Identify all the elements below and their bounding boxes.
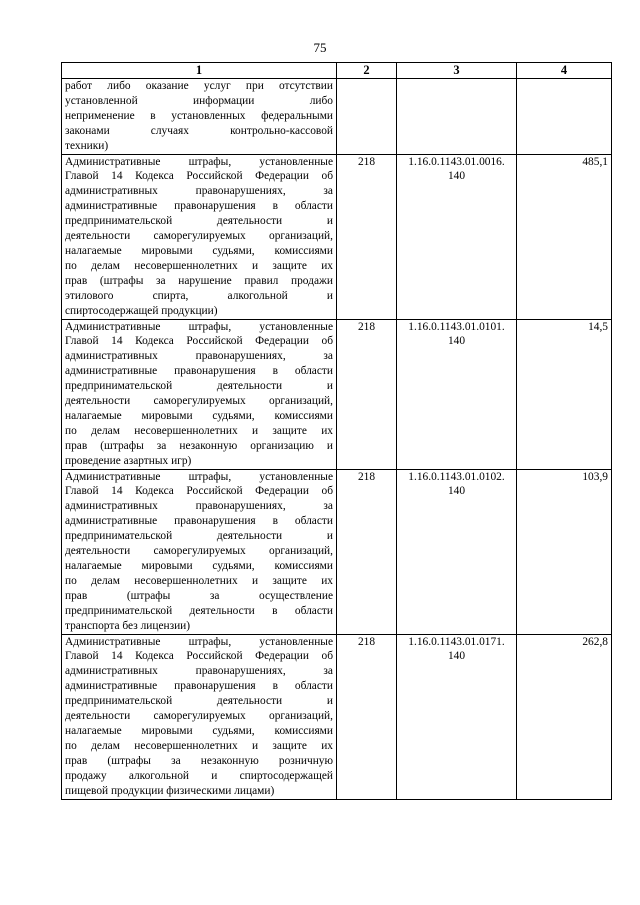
description-line: спиртосодержащей продукции) xyxy=(65,304,218,317)
row-amount: 14,5 xyxy=(517,319,612,469)
description-line: административных правонарушениях, за xyxy=(65,665,333,678)
row-amount: 103,9 xyxy=(517,469,612,634)
description-line: Главой 14 Кодекса Российской Федерации об xyxy=(65,170,333,183)
description-line: Административные штрафы, установленные xyxy=(65,470,333,483)
row-chapter-code: 218 xyxy=(337,469,397,634)
description-line: Главой 14 Кодекса Российской Федерации об xyxy=(65,650,333,663)
row-chapter-code: 218 xyxy=(337,154,397,319)
row-chapter-code xyxy=(337,79,397,155)
row-amount xyxy=(517,79,612,155)
column-header-4: 4 xyxy=(517,63,612,79)
column-header-3: 3 xyxy=(397,63,517,79)
description-line: административные правонарушения в области xyxy=(65,365,333,378)
page-number: 75 xyxy=(313,40,327,55)
description-line: предпринимательской деятельности и xyxy=(65,530,333,543)
description-line: административных правонарушениях, за xyxy=(65,185,333,198)
row-description xyxy=(62,154,337,319)
description-line: этилового спирта, алкогольной и xyxy=(65,289,333,302)
description-line: по делам несовершеннолетних и защите их xyxy=(65,259,333,272)
description-line: предпринимательской деятельности и xyxy=(65,695,333,708)
description-line: прав (штрафы за незаконную организацию и xyxy=(65,439,333,452)
description-line: работ либо оказание услуг при отсутствии xyxy=(65,80,333,92)
budget-table xyxy=(61,62,612,800)
code-line: 1.16.0.1143.01.0102. xyxy=(408,470,505,483)
description-line: налагаемые мировыми судьями, комиссиями xyxy=(65,244,333,257)
description-line: по делам несовершеннолетних и защите их xyxy=(65,739,333,752)
description-line: по делам несовершеннолетних и защите их xyxy=(65,424,333,437)
row-classification-code xyxy=(397,154,517,319)
description-line: административные правонарушения в области xyxy=(65,515,333,528)
row-amount: 485,1 xyxy=(517,154,612,319)
row-amount: 262,8 xyxy=(517,634,612,799)
description-line: предпринимательской деятельности и xyxy=(65,380,333,393)
description-line: по делам несовершеннолетних и защите их xyxy=(65,574,333,587)
table-row xyxy=(62,79,612,155)
description-line: административные правонарушения в области xyxy=(65,680,333,693)
description-line: прав (штрафы за осуществление xyxy=(65,589,333,602)
description-line: предпринимательской деятельности в области xyxy=(65,604,333,617)
description-line: проведение азартных игр) xyxy=(65,454,192,467)
description-line: административные правонарушения в области xyxy=(65,200,333,213)
description-line: законами случаях контрольно-кассовой xyxy=(65,124,333,137)
description-line: налагаемые мировыми судьями, комиссиями xyxy=(65,724,333,737)
description-line: деятельности саморегулируемых организаций, xyxy=(65,230,333,243)
description-line: прав (штрафы за незаконную розничную xyxy=(65,754,333,767)
column-header-2: 2 xyxy=(337,63,397,79)
description-line: продажу алкогольной и спиртосодержащей xyxy=(65,769,333,782)
description-line: техники) xyxy=(65,139,109,152)
description-line: деятельности саморегулируемых организаций, xyxy=(65,710,333,723)
description-line: неприменение в установленных федеральными xyxy=(65,109,333,122)
row-classification-code xyxy=(397,469,517,634)
row-classification-code xyxy=(397,79,517,155)
code-line: 1.16.0.1143.01.0016. xyxy=(408,155,505,168)
description-line: Административные штрафы, установленные xyxy=(65,635,333,648)
row-description xyxy=(62,634,337,799)
row-classification-code xyxy=(397,319,517,469)
description-line: предпринимательской деятельности и xyxy=(65,215,333,228)
row-description xyxy=(62,79,337,155)
row-classification-code xyxy=(397,634,517,799)
description-line: Административные штрафы, установленные xyxy=(65,320,333,333)
code-line: 140 xyxy=(447,335,466,348)
table-row xyxy=(62,634,612,799)
column-header-1: 1 xyxy=(62,63,337,79)
description-line: административных правонарушениях, за xyxy=(65,500,333,513)
description-line: налагаемые мировыми судьями, комиссиями xyxy=(65,560,333,572)
description-line: Главой 14 Кодекса Российской Федерации об xyxy=(65,485,333,498)
code-line: 1.16.0.1143.01.0171. xyxy=(408,635,505,648)
description-line: прав (штрафы за нарушение правил продажи xyxy=(65,274,333,287)
row-description xyxy=(62,469,337,634)
description-line: транспорта без лицензии) xyxy=(65,619,191,632)
description-line: Главой 14 Кодекса Российской Федерации об xyxy=(65,335,333,348)
description-line: установленной информации либо xyxy=(65,94,333,107)
description-line: Административные штрафы, установленные xyxy=(65,155,333,168)
code-line: 140 xyxy=(447,650,466,663)
description-line: административных правонарушениях, за xyxy=(65,350,333,363)
row-chapter-code: 218 xyxy=(337,319,397,469)
description-line: налагаемые мировыми судьями, комиссиями xyxy=(65,409,333,422)
table-row xyxy=(62,319,612,469)
description-line: деятельности саморегулируемых организаций, xyxy=(65,545,333,558)
row-description xyxy=(62,319,337,469)
table-header-row xyxy=(62,63,612,79)
row-chapter-code: 218 xyxy=(337,634,397,799)
code-line: 140 xyxy=(447,170,466,183)
description-line: пищевой продукции физическими лицами) xyxy=(65,784,275,797)
code-line: 140 xyxy=(447,485,466,498)
table-row xyxy=(62,469,612,634)
code-line: 1.16.0.1143.01.0101. xyxy=(408,320,505,333)
table-row xyxy=(62,154,612,319)
description-line: деятельности саморегулируемых организаций, xyxy=(65,395,333,408)
